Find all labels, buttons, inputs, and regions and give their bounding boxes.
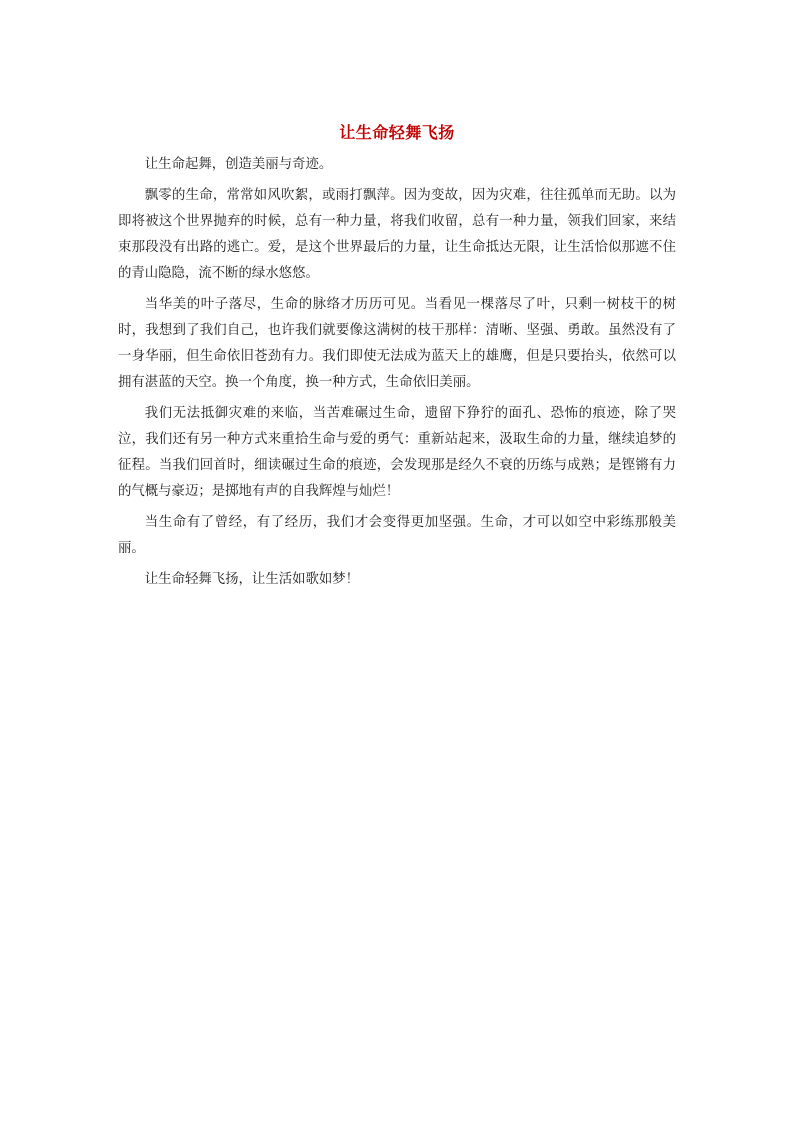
paragraph: 飘零的生命，常常如风吹絮，或雨打飘萍。因为变故，因为灾难，往往孤单而无助。以为即将被这个世界抛弃的时候，总有一种力量，将我们收留，总有一种力量，领我们回家，来结束那段没有出路的逃亡。爱，是这个世界最后的力量，让生命抵达无限，让生活恰似那遮不住的青山隐隐，流不断的绿水悠悠。	[118, 188, 676, 281]
document-body	[118, 122, 676, 598]
paragraph: 让生命起舞，创造美丽与奇迹。	[144, 157, 333, 172]
paragraph: 当生命有了曾经，有了经历，我们才会变得更加坚强。生命，才可以如空中彩练那般美丽。	[118, 515, 676, 556]
paragraph: 让生命轻舞飞扬，让生活如歌如梦！	[144, 572, 360, 587]
paragraph: 我们无法抵御灾难的来临，当苦难碾过生命，遗留下狰狞的面孔、恐怖的痕迹，除了哭泣，我们还有另一种方式来重拾生命与爱的勇气：重新站起来，汲取生命的力量，继续追梦的征程。当我们回首时，细读碾过生命的痕迹，会发现那是经久不衰的历练与成熟；是铿锵有力的气概与豪迈；是掷地有声的自我辉煌与灿烂！	[118, 406, 676, 499]
paragraph: 当华美的叶子落尽，生命的脉络才历历可见。当看见一棵落尽了叶，只剩一树枝干的树时，我想到了我们自己，也许我们就要像这满树的枝干那样：清晰、坚强、勇敢。虽然没有了一身华丽，但生命依旧苍劲有力。我们即使无法成为蓝天上的雄鹰，但是只要抬头，依然可以拥有湛蓝的天空。换一个角度，换一种方式，生命依旧美丽。	[118, 297, 676, 390]
document-title: 让生命轻舞飞扬	[339, 123, 455, 142]
